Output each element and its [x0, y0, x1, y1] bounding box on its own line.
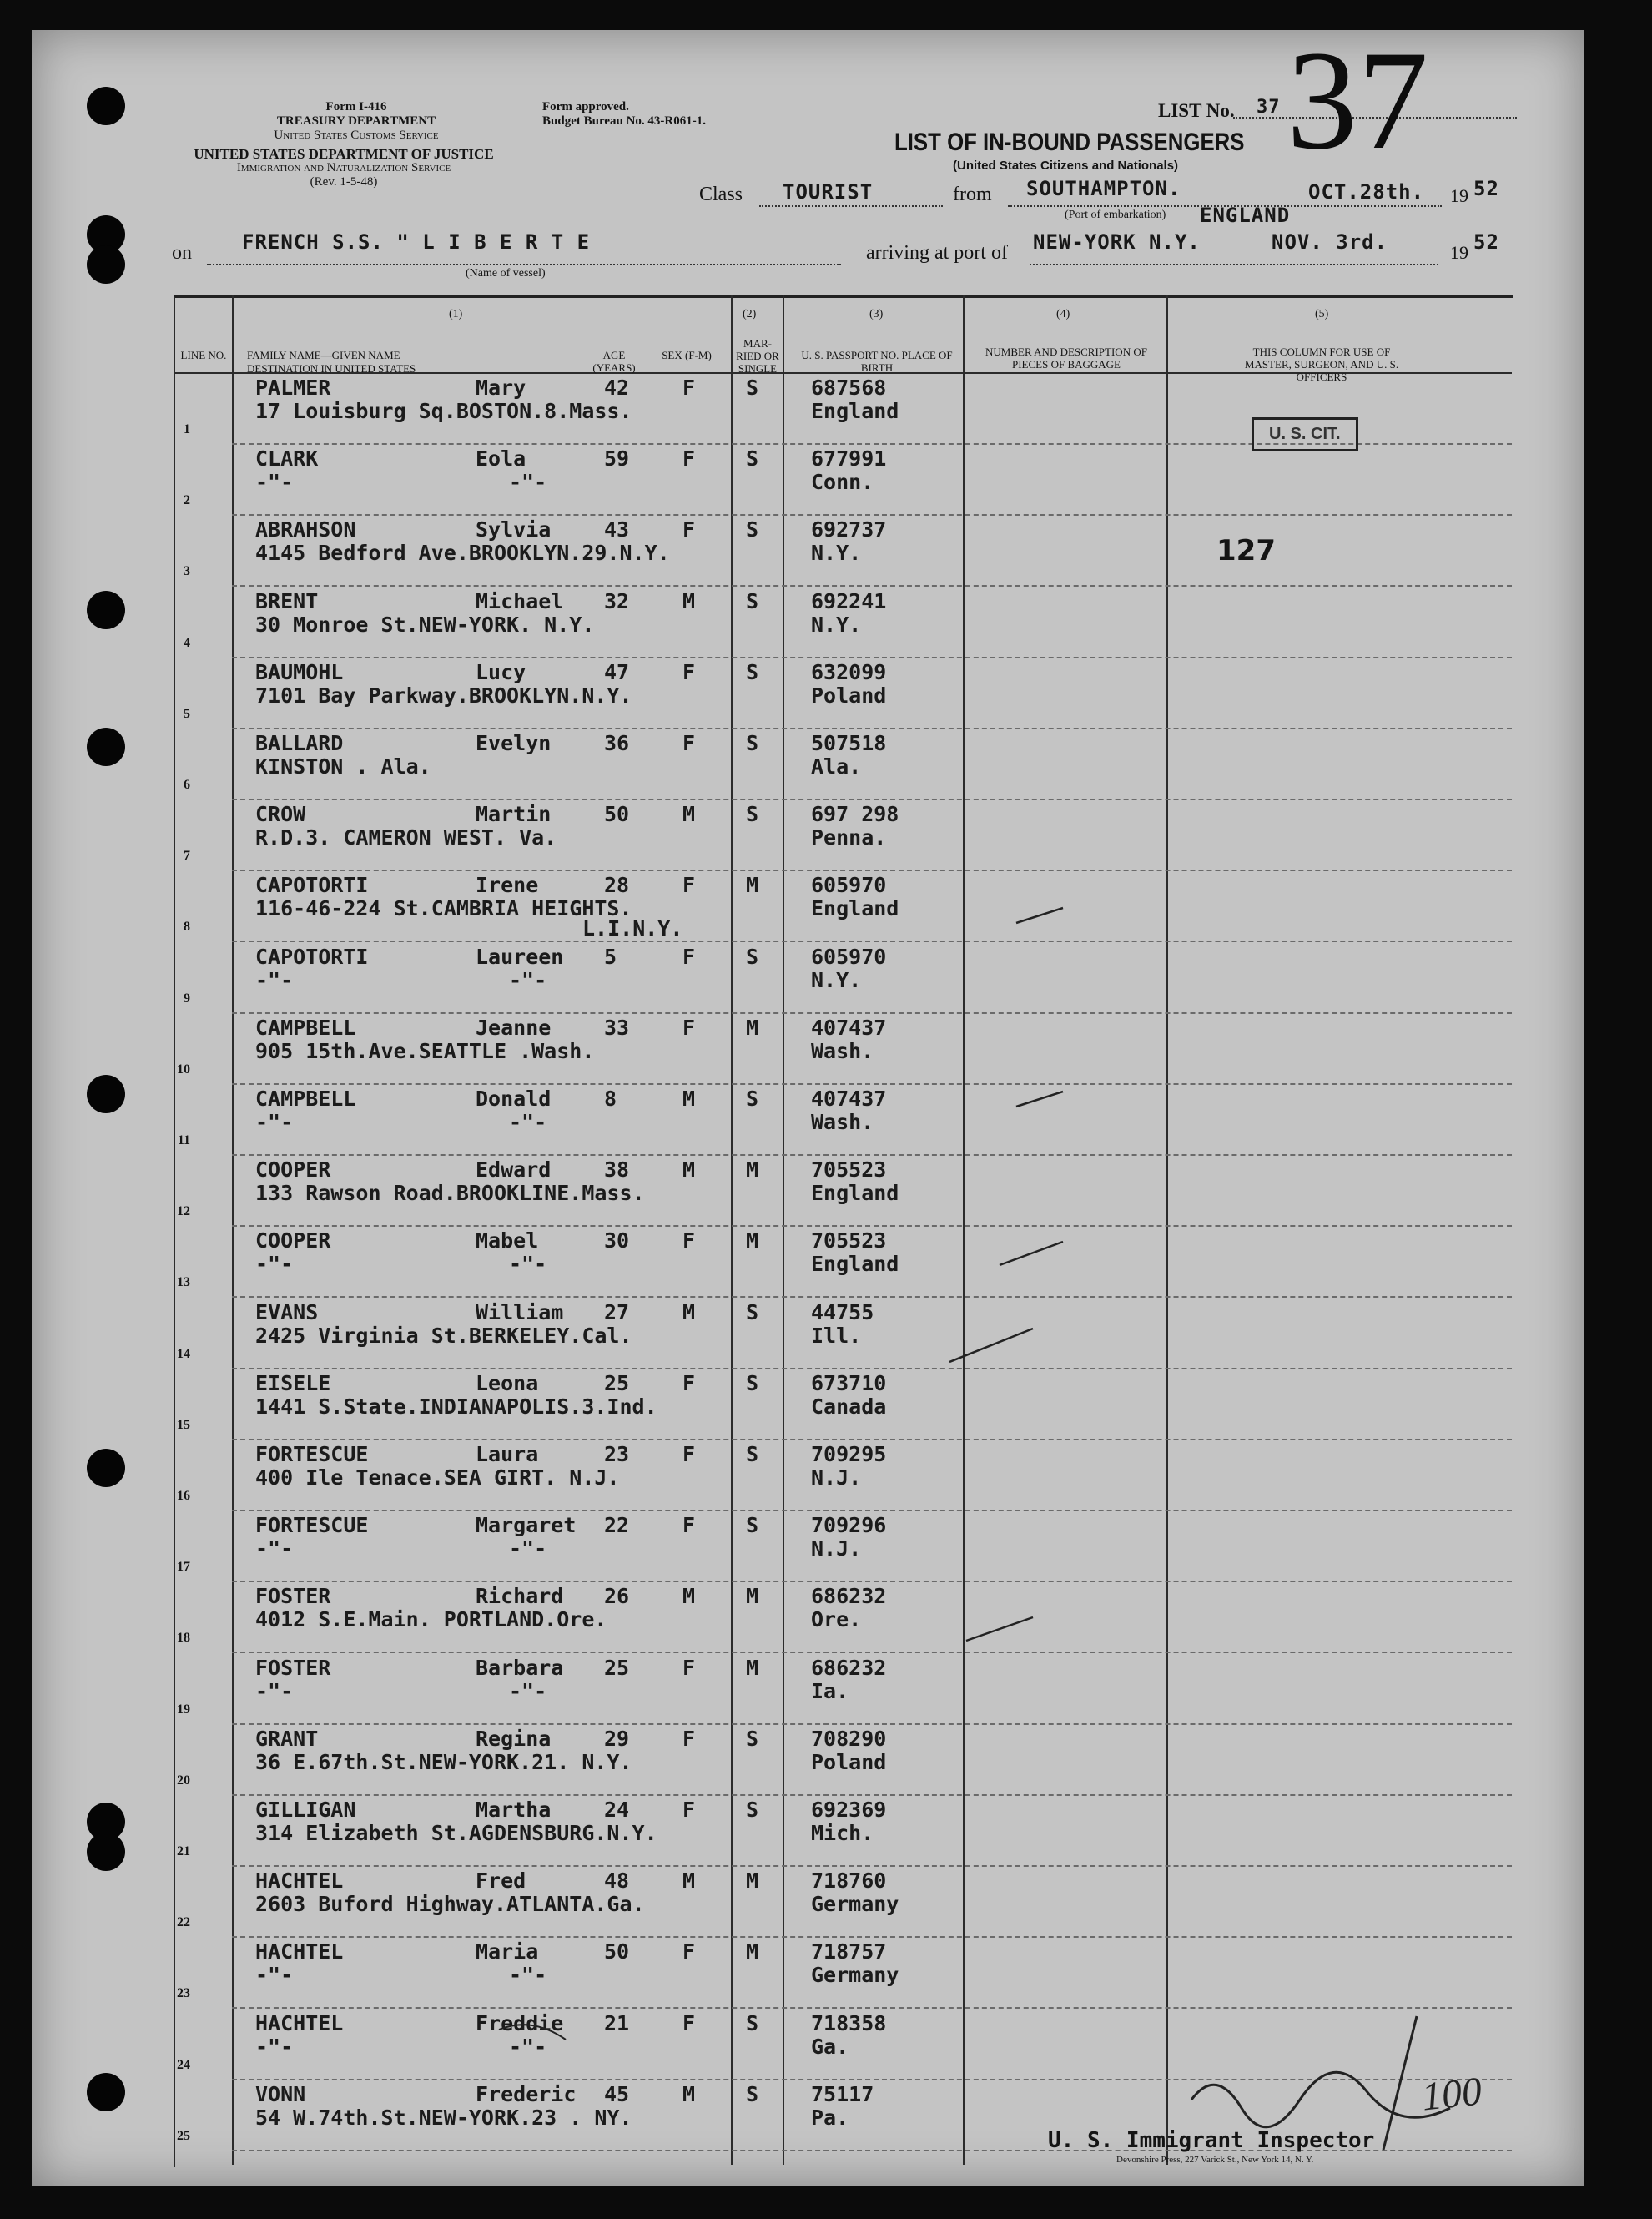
list-no-label: LIST No.: [1158, 100, 1235, 121]
given-name: Jeanne: [476, 1015, 552, 1040]
col-num-5: (5): [1315, 308, 1329, 320]
given-name: Laura: [476, 1442, 539, 1466]
family-name: FORTESCUE: [255, 1442, 369, 1466]
line-number: 10: [177, 1062, 190, 1077]
family-name: GILLIGAN: [255, 1798, 356, 1822]
col-num-1: (1): [449, 308, 463, 320]
given-name: Eola: [476, 446, 526, 472]
year-prefix: 19: [1450, 185, 1468, 206]
passport-number: 705523: [811, 1228, 887, 1253]
sex: F: [682, 376, 696, 400]
destination: 1441 S.State.INDIANAPOLIS.3.Ind.: [255, 1394, 657, 1419]
line-number: 11: [177, 1133, 190, 1147]
sex: F: [682, 1442, 696, 1466]
given-destination: -"-: [509, 1252, 547, 1277]
age: 47: [604, 659, 630, 684]
printer-imprint: Devonshire Press, 227 Varick St., New York 14, N. Y.: [1116, 2155, 1314, 2165]
marital-status: M: [746, 873, 759, 898]
place-of-birth: Canada: [811, 1394, 887, 1419]
family-name: BRENT: [255, 588, 319, 613]
place-of-birth: N.J.: [811, 1536, 862, 1561]
destination: -"-: [255, 1252, 294, 1277]
passport-number: 686232: [811, 1655, 887, 1680]
destination: 54 W.74th.St.NEW-YORK.23 . NY.: [255, 2105, 632, 2130]
place-of-birth: Wash.: [811, 1110, 874, 1134]
age: 48: [604, 1868, 630, 1894]
line-number: 3: [184, 564, 190, 579]
line-number: 15: [177, 1417, 190, 1432]
place-of-birth: Conn.: [811, 470, 874, 495]
sex: F: [682, 1228, 696, 1253]
year-value: 52: [1473, 177, 1499, 200]
us-cit-stamp: U. S. CIT.: [1252, 417, 1358, 451]
destination: 7101 Bay Parkway.BROOKLYN.N.Y.: [255, 683, 632, 708]
passport-number: 692241: [811, 588, 887, 613]
line-number: 9: [184, 991, 190, 1006]
form-approved: Form approved.: [542, 100, 629, 113]
col-num-2: (2): [743, 308, 757, 320]
age: 42: [604, 376, 630, 400]
marital-status: S: [746, 1299, 759, 1324]
destination-continued: L.I.N.Y.: [582, 916, 683, 941]
given-name: Evelyn: [476, 731, 552, 755]
destination: 133 Rawson Road.BROOKLINE.Mass.: [255, 1181, 645, 1206]
given-name: Mary: [476, 376, 526, 400]
given-name: Richard: [476, 1584, 564, 1609]
head-officers: THIS COLUMN FOR USE OF MASTER, SURGEON, AND U. S. OFFICERS: [1244, 345, 1399, 383]
marital-status: S: [746, 731, 759, 755]
given-name: Edward: [476, 1157, 552, 1183]
given-name: Lucy: [476, 659, 526, 684]
destination: 400 Ile Tenace.SEA GIRT. N.J.: [255, 1465, 620, 1490]
line-number: 22: [177, 1915, 190, 1930]
given-destination: -"-: [509, 1110, 547, 1134]
destination: 314 Elizabeth St.AGDENSBURG.N.Y.: [255, 1821, 657, 1845]
head-line-no: LINE NO.: [180, 349, 227, 361]
marital-status: M: [746, 1868, 759, 1894]
destination: 17 Louisburg Sq.BOSTON.8.Mass.: [255, 399, 632, 423]
family-name: GRANT: [255, 1726, 319, 1751]
family-name: COOPER: [255, 1228, 331, 1253]
place-of-birth: Germany: [811, 1963, 899, 1988]
destination: 2603 Buford Highway.ATLANTA.Ga.: [255, 1892, 645, 1917]
destination: 905 15th.Ave.SEATTLE .Wash.: [255, 1038, 595, 1063]
destination: KINSTON . Ala.: [255, 754, 431, 779]
age: 26: [604, 1584, 630, 1609]
marital-status: S: [746, 1726, 759, 1751]
destination: -"-: [255, 967, 294, 992]
given-name: Irene: [476, 873, 539, 898]
age: 33: [604, 1015, 630, 1040]
passport-number: 632099: [811, 659, 887, 684]
marital-status: S: [746, 659, 759, 684]
list-no-handwritten: 37: [1287, 22, 1428, 179]
age: 50: [604, 1939, 630, 1964]
family-name: HACHTEL: [255, 1868, 344, 1894]
age: 5: [604, 944, 617, 969]
place-of-birth: Ill.: [811, 1323, 862, 1348]
passport-number: 708290: [811, 1726, 887, 1751]
sex: F: [682, 731, 696, 755]
line-number: 20: [177, 1773, 190, 1788]
family-name: CAPOTORTI: [255, 873, 369, 898]
passport-number: 718760: [811, 1868, 887, 1894]
family-name: COOPER: [255, 1157, 331, 1183]
sex: M: [682, 1584, 696, 1609]
given-name: Martin: [476, 802, 552, 827]
marital-status: M: [746, 1228, 759, 1253]
sex: M: [682, 588, 696, 613]
age: 27: [604, 1299, 630, 1324]
given-destination: -"-: [509, 1536, 547, 1561]
given-name: Margaret: [476, 1513, 577, 1538]
given-name: Michael: [476, 588, 564, 613]
class-label: Class: [699, 184, 743, 205]
place-of-birth: England: [811, 896, 899, 921]
passport-number: 718358: [811, 2010, 887, 2035]
marital-status: M: [746, 1157, 759, 1183]
line-number: 23: [177, 1986, 190, 2001]
sex: F: [682, 659, 696, 684]
destination: 2425 Virginia St.BERKELEY.Cal.: [255, 1323, 632, 1348]
passport-number: 605970: [811, 873, 887, 898]
line-number: 6: [184, 778, 190, 792]
arrival-date: NOV. 3rd.: [1272, 230, 1388, 254]
sex: F: [682, 1015, 696, 1040]
marital-status: M: [746, 1584, 759, 1609]
place-of-birth: Poland: [811, 1749, 887, 1774]
vessel-label: (Name of vessel): [466, 267, 546, 280]
marital-status: S: [746, 446, 759, 472]
given-name: William: [476, 1299, 564, 1324]
family-name: HACHTEL: [255, 1939, 344, 1964]
line-number: 7: [184, 849, 190, 864]
customs-service: United States Customs Service: [274, 129, 439, 142]
age: 22: [604, 1513, 630, 1538]
sex: F: [682, 1513, 696, 1538]
passport-number: 673710: [811, 1370, 887, 1395]
head-family-name: FAMILY NAME—GIVEN NAME: [247, 349, 400, 361]
place-of-birth: Pa.: [811, 2105, 849, 2130]
age: 32: [604, 588, 630, 613]
place-of-birth: Germany: [811, 1892, 899, 1917]
age: 36: [604, 731, 630, 755]
form-number: Form I-416: [325, 100, 387, 113]
col-num-4: (4): [1056, 308, 1070, 320]
line-number: 16: [177, 1489, 190, 1503]
line-number: 25: [177, 2128, 190, 2143]
treasury-dept: TREASURY DEPARTMENT: [276, 114, 436, 128]
place-of-birth: England: [811, 1181, 899, 1206]
line-number: 8: [184, 920, 190, 935]
passport-number: 709295: [811, 1442, 887, 1466]
marital-status: M: [746, 1655, 759, 1680]
marital-status: S: [746, 2010, 759, 2035]
age: 21: [604, 2010, 630, 2035]
place-of-birth: Ia.: [811, 1678, 849, 1703]
arrival-port: NEW-YORK N.Y.: [1033, 230, 1201, 254]
passport-number: 705523: [811, 1157, 887, 1183]
sex: M: [682, 2081, 696, 2106]
marital-status: M: [746, 1015, 759, 1040]
head-baggage: NUMBER AND DESCRIPTION OF PIECES OF BAGGAGE: [985, 345, 1147, 371]
marital-status: S: [746, 1442, 759, 1466]
col-num-3: (3): [869, 308, 884, 320]
passport-number: 507518: [811, 731, 887, 755]
family-name: BAUMOHL: [255, 659, 344, 684]
age: 50: [604, 802, 630, 827]
family-name: VONN: [255, 2081, 306, 2106]
place-of-birth: England: [811, 399, 899, 423]
line-number: 17: [177, 1560, 190, 1575]
given-destination: -"-: [509, 1678, 547, 1703]
given-name: Donald: [476, 1087, 552, 1111]
family-name: CAMPBELL: [255, 1087, 356, 1111]
from-value: SOUTHAMPTON.: [1026, 177, 1181, 200]
sex: F: [682, 944, 696, 969]
head-married: MAR-RIED OR SINGLE: [736, 337, 779, 375]
given-destination: -"-: [509, 1963, 547, 1988]
passport-number: 687568: [811, 376, 887, 400]
age: 25: [604, 1655, 630, 1680]
family-name: BALLARD: [255, 731, 344, 755]
revision: (Rev. 1-5-48): [310, 175, 378, 189]
place-of-birth: Poland: [811, 683, 887, 708]
given-name: Maria: [476, 1939, 539, 1964]
family-name: PALMER: [255, 376, 331, 400]
passport-number: 75117: [811, 2081, 874, 2106]
destination: -"-: [255, 470, 294, 495]
line-number: 5: [184, 706, 190, 721]
passport-number: 718757: [811, 1939, 887, 1964]
sex: M: [682, 1157, 696, 1183]
place-of-birth: N.Y.: [811, 612, 862, 637]
line-number: 12: [177, 1204, 190, 1219]
marital-status: S: [746, 1370, 759, 1395]
family-name: CAMPBELL: [255, 1015, 356, 1040]
line-number: 21: [177, 1844, 190, 1858]
given-destination: -"-: [509, 470, 547, 495]
head-age: AGE (YEARS): [592, 349, 636, 374]
family-name: EVANS: [255, 1299, 319, 1324]
passport-number: 692369: [811, 1798, 887, 1822]
passport-number: 605970: [811, 944, 887, 969]
destination: 4145 Bedford Ave.BROOKLYN.29.N.Y.: [255, 541, 670, 566]
given-destination: -"-: [509, 2034, 547, 2059]
sex: F: [682, 1655, 696, 1680]
given-name: Frederic: [476, 2081, 577, 2106]
destination: R.D.3. CAMERON WEST. Va.: [255, 825, 557, 850]
place-of-birth: Mich.: [811, 1821, 874, 1845]
port-embark-label: (Port of embarkation): [1065, 209, 1166, 221]
family-name: FOSTER: [255, 1655, 331, 1680]
family-name: ABRAHSON: [255, 517, 356, 542]
destination: 36 E.67th.St.NEW-YORK.21. N.Y.: [255, 1749, 632, 1774]
manifest-sheet: [32, 22, 1584, 2186]
line-number: 19: [177, 1702, 190, 1717]
sex: F: [682, 1370, 696, 1395]
given-destination: -"-: [509, 967, 547, 992]
age: 24: [604, 1798, 630, 1822]
sex: F: [682, 446, 696, 472]
marital-status: S: [746, 2081, 759, 2106]
age: 23: [604, 1442, 630, 1466]
age: 8: [604, 1087, 617, 1111]
age: 43: [604, 517, 630, 542]
age: 25: [604, 1370, 630, 1395]
passport-number: 677991: [811, 446, 887, 472]
given-name: Laureen: [476, 944, 564, 969]
arrival-year: 52: [1473, 230, 1499, 254]
list-no-typed: 37: [1257, 97, 1281, 118]
age: 30: [604, 1228, 630, 1253]
line-number: 1: [184, 422, 190, 436]
sex: M: [682, 802, 696, 827]
line-number: 24: [177, 2057, 190, 2072]
age: 59: [604, 446, 630, 472]
sex: F: [682, 2010, 696, 2035]
sex: F: [682, 873, 696, 898]
destination: -"-: [255, 1963, 294, 1988]
manifest-subtitle: (United States Citizens and Nationals): [953, 159, 1179, 173]
sex: M: [682, 1087, 696, 1111]
manifest-title: LIST OF IN-BOUND PASSENGERS: [894, 129, 1245, 156]
sex: F: [682, 1939, 696, 1964]
from-label: from: [953, 184, 992, 205]
doj: UNITED STATES DEPARTMENT OF JUSTICE: [194, 146, 494, 162]
sex: M: [682, 1868, 696, 1894]
family-name: EISELE: [255, 1370, 331, 1395]
given-name: Fred: [476, 1868, 526, 1894]
arriving-label: arriving at port of: [866, 242, 1008, 264]
marital-status: S: [746, 588, 759, 613]
place-of-birth: Ala.: [811, 754, 862, 779]
marital-status: S: [746, 1798, 759, 1822]
passport-number: 686232: [811, 1584, 887, 1609]
destination: 116-46-224 St.CAMBRIA HEIGHTS.: [255, 896, 632, 921]
passport-number: 44755: [811, 1299, 874, 1324]
destination: -"-: [255, 1536, 294, 1561]
inspector-label: U. S. Immigrant Inspector: [1048, 2128, 1375, 2153]
age: 38: [604, 1157, 630, 1183]
place-of-birth: N.Y.: [811, 541, 862, 566]
passport-number: 697 298: [811, 802, 899, 827]
destination: -"-: [255, 1678, 294, 1703]
destination: -"-: [255, 2034, 294, 2059]
arrival-year-prefix: 19: [1450, 242, 1468, 263]
family-name: CAPOTORTI: [255, 944, 369, 969]
family-name: HACHTEL: [255, 2010, 344, 2035]
family-name: FORTESCUE: [255, 1513, 369, 1538]
budget-bureau: Budget Bureau No. 43-R061-1.: [542, 114, 706, 128]
head-destination: DESTINATION IN UNITED STATES: [247, 362, 416, 375]
family-name: CROW: [255, 802, 306, 827]
marital-status: M: [746, 1939, 759, 1964]
place-of-birth: Ore.: [811, 1607, 862, 1632]
line-number: 14: [177, 1346, 190, 1361]
departure-date: OCT.28th.: [1308, 180, 1425, 204]
vessel-name: FRENCH S.S. " L I B E R T E: [242, 230, 591, 254]
destination: 4012 S.E.Main. PORTLAND.Ore.: [255, 1607, 607, 1632]
marital-status: S: [746, 1513, 759, 1538]
ins: Immigration and Naturalization Service: [236, 161, 451, 174]
total-handwritten: 100: [1419, 2069, 1484, 2120]
family-name: FOSTER: [255, 1584, 331, 1609]
head-sex: SEX (F-M): [662, 349, 712, 361]
head-passport: U. S. PASSPORT NO. PLACE OF BIRTH: [801, 349, 953, 374]
place-of-birth: N.J.: [811, 1465, 862, 1490]
sex: F: [682, 1726, 696, 1751]
given-name: Sylvia: [476, 517, 552, 542]
port-embark-value: ENGLAND: [1200, 204, 1291, 227]
given-name: Martha: [476, 1798, 552, 1822]
place-of-birth: N.Y.: [811, 967, 862, 992]
on-label: on: [172, 242, 192, 264]
class-value: TOURIST: [783, 180, 874, 204]
given-name: Leona: [476, 1370, 539, 1395]
marital-status: S: [746, 376, 759, 400]
passport-number: 407437: [811, 1087, 887, 1111]
passport-number: 709296: [811, 1513, 887, 1538]
passport-number: 407437: [811, 1015, 887, 1040]
count-127: 127: [1216, 534, 1276, 567]
given-name: Barbara: [476, 1655, 564, 1680]
sex: M: [682, 1299, 696, 1324]
place-of-birth: Penna.: [811, 825, 887, 850]
marital-status: S: [746, 1087, 759, 1111]
destination: -"-: [255, 1110, 294, 1134]
given-name: Regina: [476, 1726, 552, 1751]
sex: F: [682, 1798, 696, 1822]
given-name: Mabel: [476, 1228, 539, 1253]
place-of-birth: Ga.: [811, 2034, 849, 2059]
age: 29: [604, 1726, 630, 1751]
place-of-birth: England: [811, 1252, 899, 1277]
line-number: 18: [177, 1631, 190, 1646]
line-number: 4: [184, 635, 190, 650]
destination: 30 Monroe St.NEW-YORK. N.Y.: [255, 612, 595, 637]
sex: F: [682, 517, 696, 542]
line-number: 2: [184, 493, 190, 508]
marital-status: S: [746, 517, 759, 542]
handwriting-marks: [32, 30, 1584, 2186]
place-of-birth: Wash.: [811, 1038, 874, 1063]
passport-number: 692737: [811, 517, 887, 542]
family-name: CLARK: [255, 446, 319, 472]
given-name: Freddie: [476, 2010, 564, 2035]
marital-status: S: [746, 944, 759, 969]
line-number: 13: [177, 1275, 190, 1290]
age: 45: [604, 2081, 630, 2106]
marital-status: S: [746, 802, 759, 827]
age: 28: [604, 873, 630, 898]
